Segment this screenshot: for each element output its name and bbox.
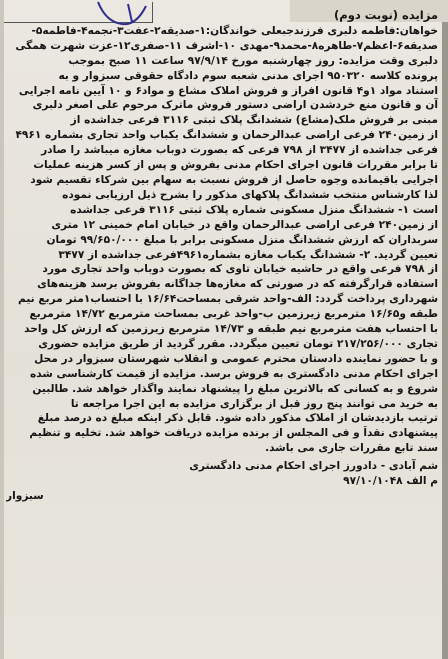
notice-body [6, 24, 438, 456]
notice-line: اجرایی باقیمانده وجوه حاصل از فروش نسبت به سهام بین شرکاء تقسیم شود [30, 173, 438, 186]
notice-line: صدیقه۶-اعظم۷-طاهره۸-محمد۹-مهدی ۱۰-اشرف ۱۱-صفری۱۲-عزت شهرت همگی [15, 39, 438, 52]
notice-line: طبقه و۱۶/۶۵ مترمربع زیرزمین ب-واحد غربی بمساحت مترمربع ۱۴/۷۲ مترمربع [29, 308, 438, 321]
reference-line: م الف ۹۷/۱۰/۱۰۴۸ [343, 475, 438, 488]
notice-line: استناد مواد ۱و۴ قانون افراز و فروش املاک مشاع و مواد۶ و ۱۰ آیین نامه اجرایی [18, 84, 438, 97]
notice-line: تجاری ۲۱۷/۲۵۶/۰۰۰ تومان تعیین میگردد. مقرر گردید از طریق مزایده حضوری [38, 337, 438, 350]
notice-line: استفاده قرارگرفته که در صورتی که مغازه‌ها جداگانه بفروش برسد هزینه‌های [37, 278, 438, 291]
notice-line: ترتیب بازدیدشان از املاک مذکور داده شود. قابل ذکر اینکه مبلغ ده درصد مبلغ [37, 412, 438, 425]
notice-line: سربداران که ارزش ششدانگ منزل مسکونی برابر با مبلغ ۹۹/۶۵۰/۰۰۰ تومان [46, 233, 438, 246]
notice-line: اجرای احکام مدنی دادگستری به فروش برسد. مزایده از قیمت کارشناسی شده [30, 367, 438, 380]
notice-line: است ۱- ششدانگ منزل مسکونی شماره پلاک ثبتی ۳۱۱۶ فرعی جداشده [70, 203, 438, 216]
notice-line: تا برابر مقررات قانون اجرای احکام مدنی بفروش و پس از کسر هزینه عملیات [33, 159, 438, 172]
notice-line: دلبری وقت مزایده: روز چهارشنبه مورخ ۹۷/۹/۱۴ ساعت ۱۱ صبح بموجب [68, 54, 438, 67]
notice-line: تعیین گردید. ۲- ششدانگ یکباب مغازه بشماره۴۹۶۱فرعی جداشده از ۳۴۷۷ [58, 248, 438, 261]
left-edge-shadow [0, 0, 4, 659]
notice-heading: مزایده (نوبت دوم) [334, 8, 438, 22]
notice-line: آن و قانون منع خردشدن اراضی دستور فروش ماترک مرحوم علی اصغر دلبری [32, 99, 438, 112]
notice-line: پرونده کلاسه ۹۵۰۳۲۰ اجرای مدنی شعبه سوم دادگاه حقوقی سبزوار و به [58, 69, 438, 82]
notice-line: مبنی بر فروش ملک(مشاع) ششدانگ پلاک ثبتی ۳۱۱۶ فرعی جداشده از [70, 114, 438, 127]
notice-line: شروع و به کسانی که بالاترین مبلغ را پیشنهاد نمایند واگذار خواهد شد. طالبین [32, 382, 438, 395]
notice-line: از زمین۲۴۰ فرعی اراضی عبدالرحمان و ششدانگ یکباب واحد تجاری بشماره ۴۹۶۱ [15, 129, 438, 142]
notice-line: شهرداری پرداخت گردد: الف-واحد شرقی بمساحت۱۶/۶۴ با احتساب۱متر مربع نیم [18, 293, 438, 306]
signature-line: شم آبادی - دادورز اجرای احکام مدنی دادگستری [189, 460, 438, 473]
notice-line: و با حضور نماینده دادستان محترم عمومی و انقلاب شهرستان سبزوار در محل [34, 352, 438, 365]
notice-line: پیشنهادی نقداً و فی المجلس از برنده مزایده دریافت خواهد شد. تخلیه و تنظیم [29, 427, 438, 440]
notice-line: خواهان:فاطمه دلبری فرزندجبعلی خواندگان:۱-صدیقه۲-عفت۳-نجمه۴-فاطمه۵- [31, 24, 438, 37]
notice-article [6, 8, 438, 653]
notice-line: لذا کارشناس منتخب ششدانگ پلاکهای مذکور را بشرح ذیل ارزیابی نموده [62, 188, 438, 201]
notice-line: با احتساب هفت مترمربع نیم طبقه و ۱۴/۷۳ مترمربع زیرزمین که ارزش کل واحد [24, 323, 438, 336]
notice-line: فرعی جداشده از ۳۴۷۷ از ۷۹۸ فرعی که بصورت دوباب مغازه میباشد را صادر [41, 144, 438, 157]
city-line: سبزوار [6, 490, 44, 502]
notice-line: از ۷۹۸ فرعی واقع در حاشیه خیابان تاوی که بصورت دوباب واحد تجاری مورد [42, 263, 438, 276]
notice-line: سند تابع مقررات جاری می باشد. [265, 442, 438, 455]
notice-line: از زمین۲۴۰ فرعی اراضی عبدالرحمان واقع در خیابان امام خمینی ۱۲ متری [51, 218, 438, 231]
notice-line: به خرید می توانند پنج روز قبل از برگزاری مزایده به این اجرا مراجعه تا [70, 397, 438, 410]
notice-footer [6, 459, 438, 504]
